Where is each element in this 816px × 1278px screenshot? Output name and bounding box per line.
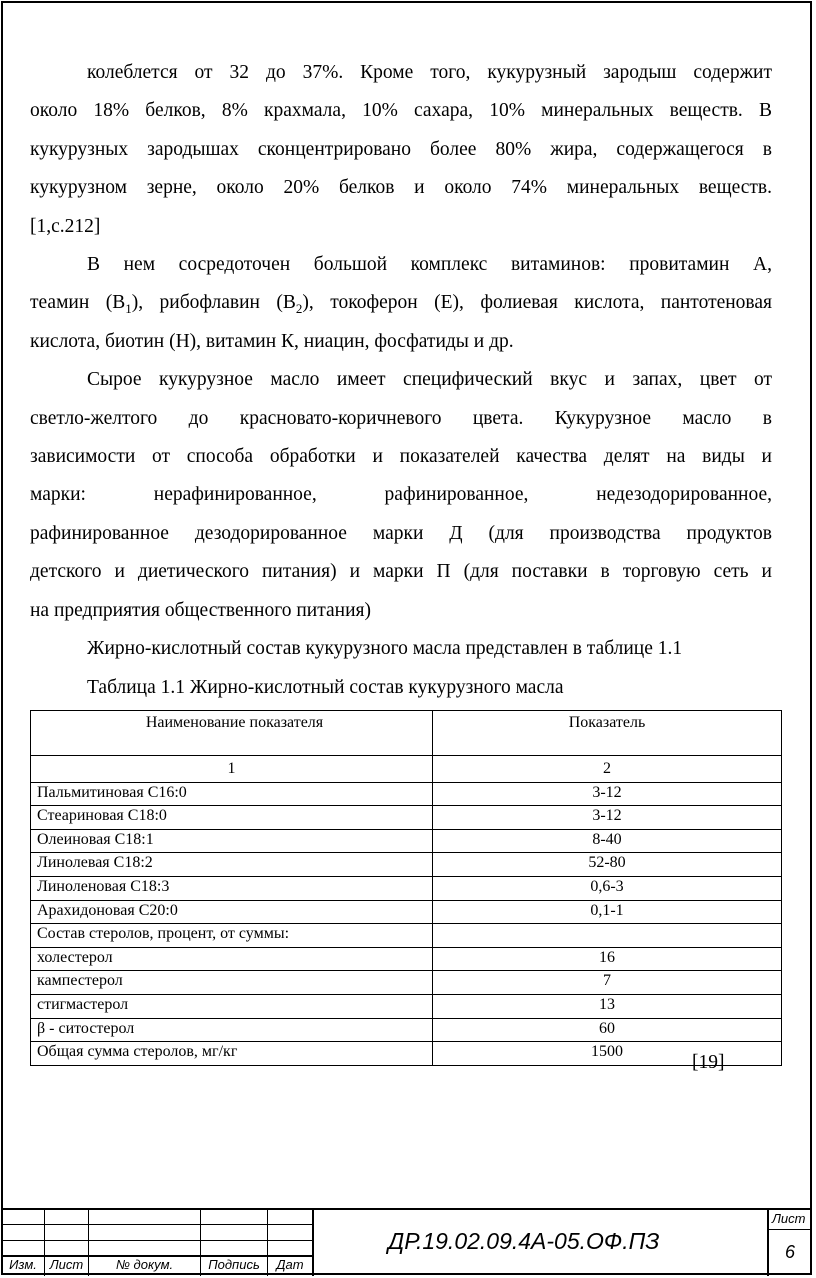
- table-cell: Линолевая С18:2: [31, 853, 433, 877]
- text-line: светло-желтого до красновато-коричневого цвета. Кукурузное масло в: [30, 407, 772, 429]
- table-cell: Состав стеролов, процент, от суммы:: [31, 924, 433, 948]
- table-row: [31, 1018, 782, 1042]
- table-row: [31, 924, 782, 948]
- table-cell: 0,6-3: [433, 876, 782, 900]
- stamp-podpis-label: Подпись: [208, 1257, 260, 1272]
- table-column-number: 2: [433, 756, 782, 783]
- text-fragment: ), рибофлавин (В: [131, 292, 296, 314]
- table-cell: 16: [433, 947, 782, 971]
- text-line: детского и диетического питания) и марки П (для поставки в торговую сеть и: [30, 561, 772, 583]
- text-line: рафинированное дезодорированное марки Д (для производства продуктов: [30, 522, 772, 544]
- table-cell: 52-80: [433, 853, 782, 877]
- table-cell: [433, 924, 782, 948]
- stamp-izm-label: Изм.: [9, 1257, 37, 1272]
- table-header-cell: Наименование показателя: [31, 711, 433, 756]
- table-row: [31, 1042, 782, 1066]
- table-cell: Арахидоновая С20:0: [31, 900, 433, 924]
- text-line: кислота, биотин (Н), витамин К, ниацин, фосфатиды и др.: [30, 330, 514, 352]
- text-fragment: ), токоферон (Е), фолиевая кислота, пантотеновая: [302, 292, 772, 314]
- text-line: В нем сосредоточен большой комплекс витаминов: провитамин А,: [87, 254, 772, 276]
- stamp-dokum-label: № докум.: [115, 1257, 174, 1272]
- sheet-number: 6: [785, 1242, 796, 1262]
- table-cell: Линоленовая С18:3: [31, 876, 433, 900]
- table-column-number-row: [31, 756, 782, 783]
- title-block-grid-line: [767, 1208, 769, 1276]
- table-header-cell: Показатель: [433, 711, 782, 756]
- document-number: ДР.19.02.09.4А-05.ОФ.ПЗ: [388, 1228, 660, 1254]
- title-block-grid-line: [2, 1224, 312, 1225]
- table-cell: Пальмитиновая С16:0: [31, 782, 433, 806]
- paragraph-2: [30, 246, 772, 361]
- text-line: кукурузных зародышах сконцентрировано более 80% жира, содержащегося в: [30, 138, 772, 160]
- table-row: [31, 876, 782, 900]
- table-cell: Общая сумма стеролов, мг/кг: [31, 1042, 433, 1066]
- text-fragment: теамин (В: [30, 292, 126, 314]
- text-line: кукурузном зерне, около 20% белков и около 74% минеральных веществ.: [30, 177, 772, 199]
- table-cell: 13: [433, 994, 782, 1018]
- text-line: колеблется от 32 до 37%. Кроме того, кукурузный зародыш содержит: [87, 62, 772, 83]
- table-row: [31, 782, 782, 806]
- title-block-grid-line: [312, 1208, 314, 1276]
- text-line: Сырое кукурузное масло имеет специфический вкус и запах, цвет от: [87, 369, 772, 391]
- title-block-top-line: [2, 1208, 812, 1210]
- table-cell: стигмастерол: [31, 994, 433, 1018]
- table-row: [31, 994, 782, 1018]
- table-row: [31, 900, 782, 924]
- paragraph-4: Жирно-кислотный состав кукурузного масла представлен в таблице 1.1: [87, 638, 683, 660]
- text-line: марки: нерафинированное, рафинированное, недезодорированное,: [30, 484, 772, 506]
- paragraph-1: [30, 54, 772, 246]
- table-header-row: [31, 711, 782, 756]
- title-block-grid-line: [2, 1240, 312, 1241]
- table-cell: Стеариновая С18:0: [31, 806, 433, 830]
- title-block-grid-line: [768, 1229, 812, 1230]
- table-cell: 0,1-1: [433, 900, 782, 924]
- table-cell: 1500: [433, 1042, 782, 1066]
- text-line: зависимости от способа обработки и показателей качества делят на виды и: [30, 446, 772, 468]
- subscript: 2: [295, 301, 303, 317]
- table-cell: 3-12: [433, 806, 782, 830]
- stamp-list-label: Лист: [49, 1257, 84, 1272]
- table-cell: β - ситостерол: [31, 1018, 433, 1042]
- table-cell: кампестерол: [31, 971, 433, 995]
- sheet-label: Лист: [772, 1211, 806, 1226]
- table-row: [31, 947, 782, 971]
- table-column-number: 1: [31, 756, 433, 783]
- table-reference: [19]: [692, 1052, 725, 1073]
- text-line: [30, 284, 772, 322]
- fatty-acid-table: [30, 710, 782, 1066]
- table-row: [31, 806, 782, 830]
- stamp-date-label: Дат: [276, 1257, 304, 1272]
- table-row: [31, 971, 782, 995]
- table-cell: 7: [433, 971, 782, 995]
- text-line: на предприятия общественного питания): [30, 599, 371, 621]
- table-cell: Олеиновая С18:1: [31, 829, 433, 853]
- table-row: [31, 853, 782, 877]
- table-cell: 8-40: [433, 829, 782, 853]
- body-text: [30, 54, 772, 707]
- text-line: около 18% белков, 8% крахмала, 10% сахара, 10% минеральных веществ. В: [30, 100, 772, 122]
- paragraph-3: [30, 361, 772, 630]
- table-cell: холестерол: [31, 947, 433, 971]
- subscript: 1: [125, 301, 132, 317]
- text-line: [1,с.212]: [30, 215, 101, 237]
- table-caption: Таблица 1.1 Жирно-кислотный состав кукурузного масла: [87, 676, 564, 698]
- table-cell: 3-12: [433, 782, 782, 806]
- table-row: [31, 829, 782, 853]
- table-cell: 60: [433, 1018, 782, 1042]
